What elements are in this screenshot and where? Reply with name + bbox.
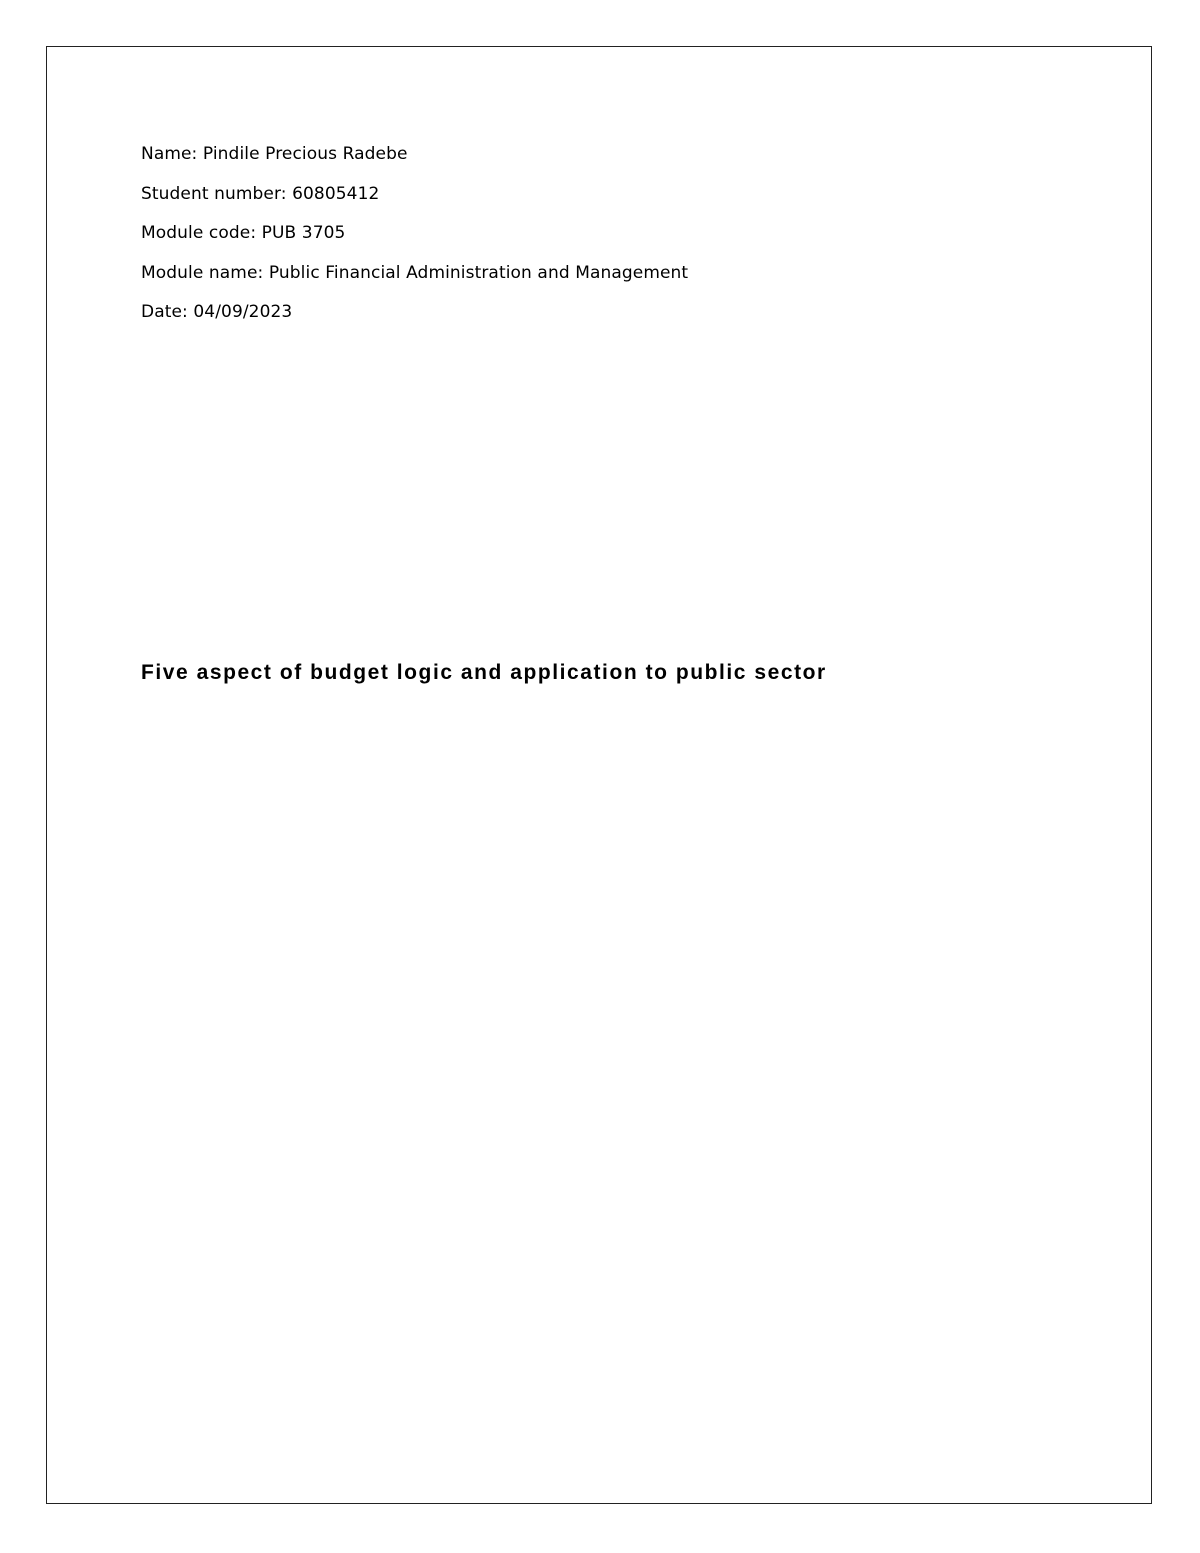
- submission-date: Date: 04/09/2023: [141, 302, 293, 322]
- module-code: Module code: PUB 3705: [141, 223, 346, 243]
- document-title: Five aspect of budget logic and application to public sector: [141, 661, 827, 684]
- module-name: Module name: Public Financial Administration and Management: [141, 262, 689, 283]
- student-number: Student number: 60805412: [141, 183, 380, 204]
- student-info: [141, 142, 688, 340]
- student-name: Name: Pindile Precious Radebe: [141, 144, 408, 164]
